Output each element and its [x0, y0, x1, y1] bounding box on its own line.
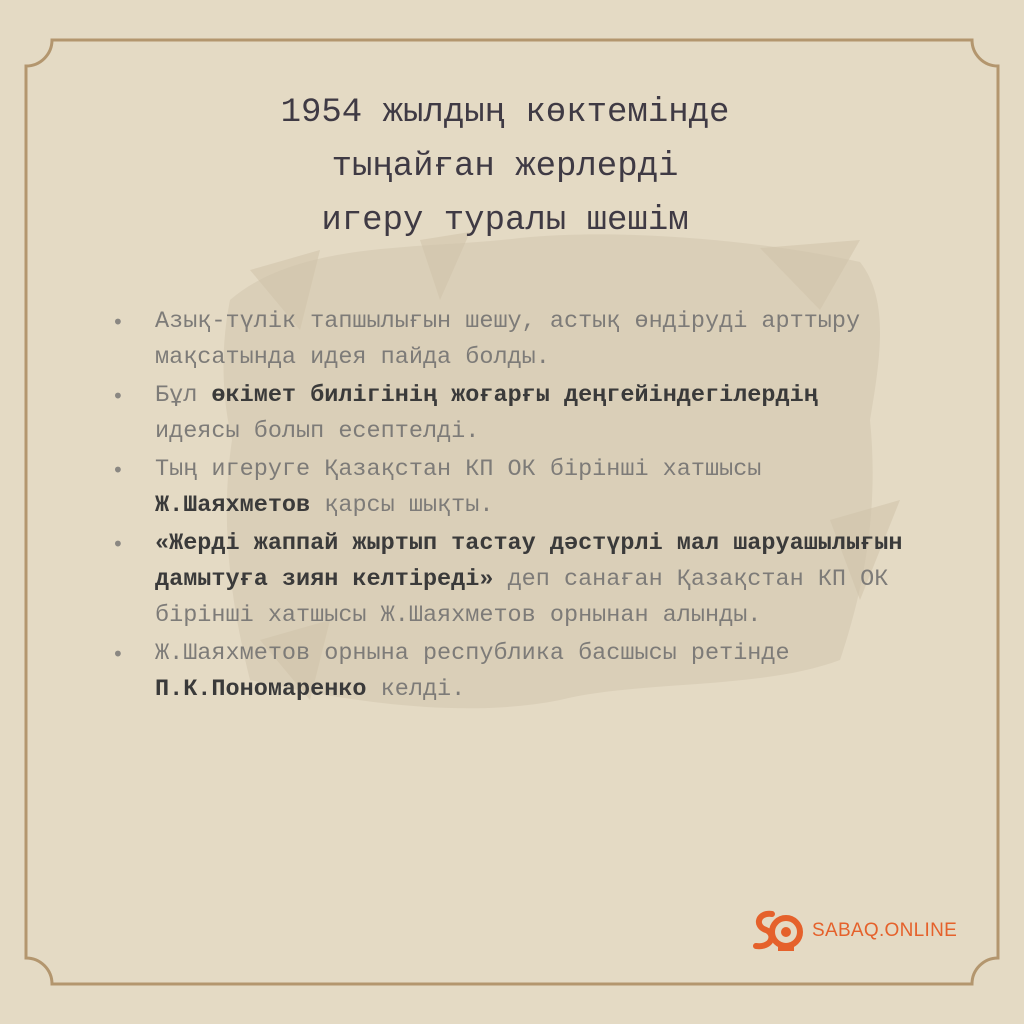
- list-item: [112, 526, 912, 634]
- bullet-dot-icon: •: [112, 384, 124, 408]
- list-item: [112, 452, 912, 524]
- bullet-dot-icon: •: [112, 642, 124, 666]
- list-item: [112, 304, 912, 376]
- sabaq-logo[interactable]: [750, 906, 957, 956]
- bullet-dot-icon: •: [112, 532, 124, 556]
- body-text: келді.: [366, 676, 466, 703]
- list-item: [112, 378, 912, 450]
- title-line-3: игеру туралы шешім: [321, 202, 689, 240]
- body-text: деп санаған Қазақстан КП ОК бірінші хатшысы Ж.Шаяхметов орнынан алынды.: [155, 566, 889, 629]
- title-line-2: тыңайған жерлерді: [331, 148, 679, 186]
- bold-text: өкімет билігінің жоғарғы деңгейіндегілердің: [211, 382, 818, 409]
- bullet-list: [112, 304, 912, 710]
- bullet-dot-icon: •: [112, 458, 124, 482]
- sabaq-logo-icon: [750, 906, 804, 956]
- logo-text: SABAQ.ONLINE: [812, 920, 958, 941]
- bold-text: Ж.Шаяхметов: [155, 492, 311, 519]
- bold-text: П.К.Пономаренко: [155, 676, 367, 703]
- body-text: қарсы шықты.: [310, 492, 494, 519]
- page-title: [100, 86, 910, 248]
- bullet-dot-icon: •: [112, 310, 124, 334]
- body-text: идеясы болып есептелді.: [155, 418, 480, 445]
- list-item: [112, 636, 912, 708]
- body-text: Ж.Шаяхметов орнына республика басшысы ретінде: [155, 640, 790, 667]
- body-text: Бұл: [155, 382, 212, 409]
- body-text: Азық-түлік тапшылығын шешу, астық өндіруді арттыру мақсатында идея пайда болды.: [155, 308, 861, 371]
- title-line-1: 1954 жылдың көктемінде: [280, 94, 730, 132]
- bold-text: «Жерді жаппай жыртып тастау дәстүрлі мал шаруашылығын дамытуға зиян келтіреді»: [155, 530, 903, 593]
- body-text: Тың игеруге Қазақстан КП ОК бірінші хатшысы: [155, 456, 762, 483]
